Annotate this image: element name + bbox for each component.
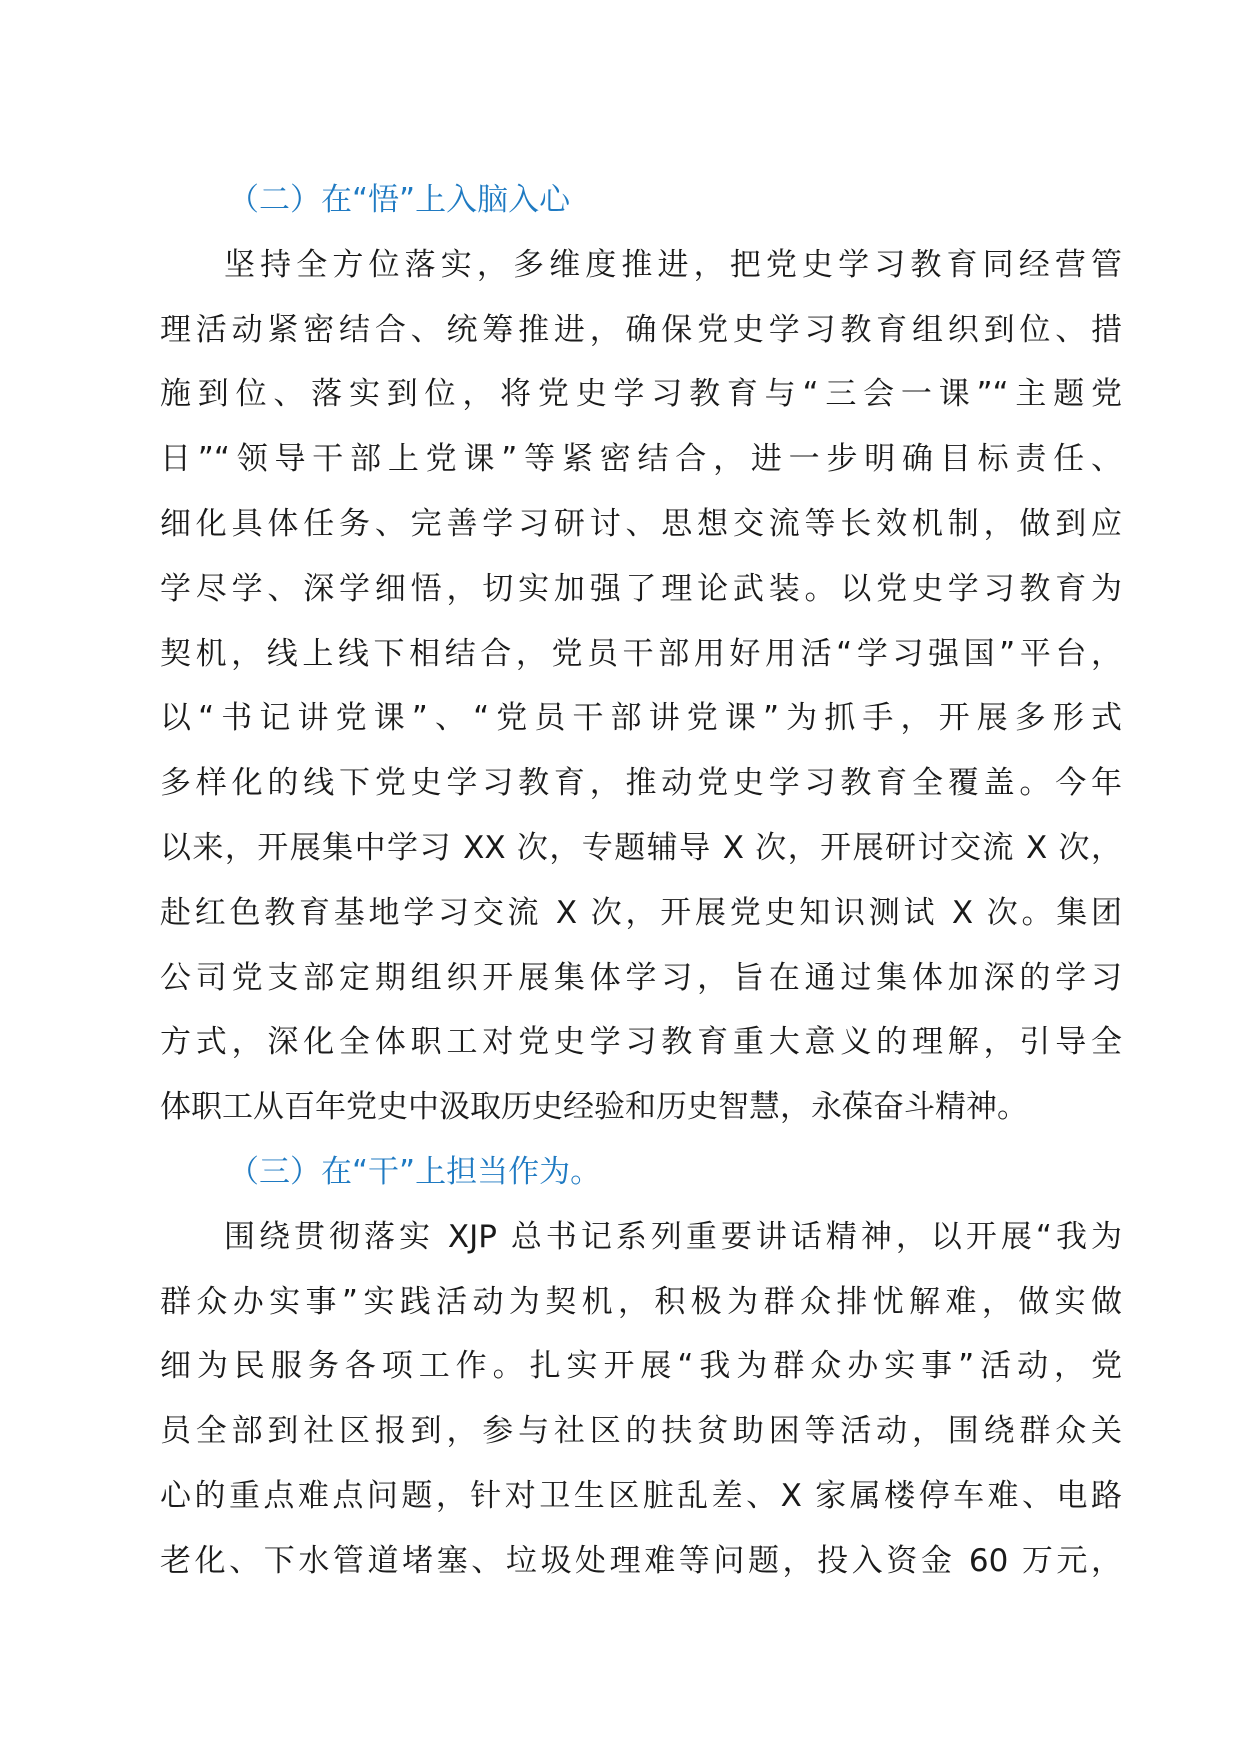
paragraph-line: 公司党支部定期组织开展集体学习，旨在通过集体加深的学习 <box>160 959 1122 996</box>
document-body <box>160 168 1122 1594</box>
paragraph-line: 细为民服务各项工作。扎实开展“我为群众办实事”活动，党 <box>160 1348 1122 1385</box>
paragraph-line: 日”“领导干部上党课”等紧密结合，进一步明确目标责任、 <box>160 441 1122 478</box>
paragraph-line: 围绕贯彻落实 XJP 总书记系列重要讲话精神，以开展“我为 <box>224 1218 1122 1255</box>
paragraph-line: 坚持全方位落实，多维度推进，把党史学习教育同经营管 <box>224 246 1122 283</box>
paragraph-line: 学尽学、深学细悟，切实加强了理论武装。以党史学习教育为 <box>160 570 1122 607</box>
paragraph-line: 以“书记讲党课”、“党员干部讲党课”为抓手，开展多形式 <box>160 700 1122 737</box>
section-heading-2: （二）在“悟”上入脑入心 <box>228 182 571 218</box>
paragraph-line: 心的重点难点问题，针对卫生区脏乱差、X 家属楼停车难、电路 <box>160 1477 1122 1514</box>
paragraph-line-last: 体职工从百年党史中汲取历史经验和历史智慧，永葆奋斗精神。 <box>160 1089 1028 1126</box>
paragraph-line: 员全部到社区报到，参与社区的扶贫助困等活动，围绕群众关 <box>160 1413 1122 1450</box>
paragraph-line: 细化具体任务、完善学习研讨、思想交流等长效机制，做到应 <box>160 505 1122 542</box>
paragraph-line: 老化、下水管道堵塞、垃圾处理难等问题，投入资金 60 万元， <box>160 1542 1122 1579</box>
paragraph-line: 以来，开展集中学习 XX 次，专题辅导 X 次，开展研讨交流 X 次， <box>160 829 1122 866</box>
paragraph-line: 赴红色教育基地学习交流 X 次，开展党史知识测试 X 次。集团 <box>160 894 1122 931</box>
paragraph-line: 多样化的线下党史学习教育，推动党史学习教育全覆盖。今年 <box>160 765 1122 802</box>
paragraph-line: 群众办实事”实践活动为契机，积极为群众排忧解难，做实做 <box>160 1283 1122 1320</box>
paragraph-line: 施到位、落实到位，将党史学习教育与“三会一课”“主题党 <box>160 376 1122 413</box>
paragraph-line: 契机，线上线下相结合，党员干部用好用活“学习强国”平台， <box>160 635 1122 672</box>
section-heading-3: （三）在“干”上担当作为。 <box>228 1153 602 1190</box>
paragraph-line: 理活动紧密结合、统筹推进，确保党史学习教育组织到位、措 <box>160 311 1122 348</box>
paragraph-line: 方式，深化全体职工对党史学习教育重大意义的理解，引导全 <box>160 1024 1122 1061</box>
